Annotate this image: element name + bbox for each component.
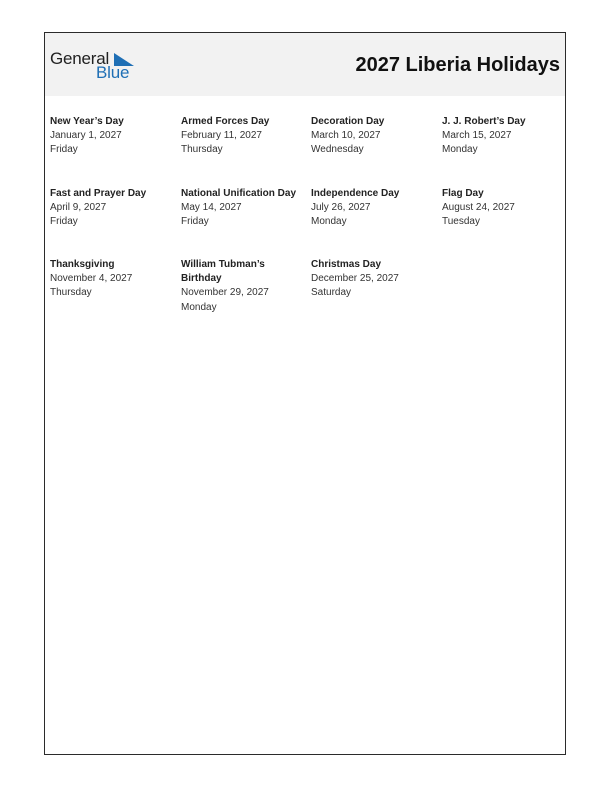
holiday-date: November 29, 2027 — [181, 287, 269, 299]
logo-word-general: General — [50, 49, 110, 68]
generalblue-logo — [50, 49, 140, 85]
holiday-item — [50, 115, 178, 158]
holiday-item — [181, 187, 309, 230]
holiday-item — [181, 258, 279, 315]
holiday-name: Decoration Day — [311, 116, 385, 127]
holiday-date: July 26, 2027 — [311, 202, 371, 214]
holiday-weekday: Monday — [311, 216, 347, 228]
holiday-item — [442, 187, 570, 230]
holiday-name: New Year’s Day — [50, 116, 124, 127]
holiday-name: Christmas Day — [311, 259, 382, 270]
holiday-date: March 10, 2027 — [311, 130, 381, 142]
holiday-date: August 24, 2027 — [442, 202, 515, 214]
holiday-name: J. J. Robert’s Day — [442, 116, 526, 127]
holiday-weekday: Monday — [181, 301, 217, 313]
holiday-weekday: Thursday — [50, 287, 92, 299]
page-frame — [44, 32, 566, 755]
holiday-weekday: Friday — [50, 216, 78, 228]
holiday-name: Fast and Prayer Day — [50, 188, 147, 199]
holiday-item — [50, 187, 178, 230]
holiday-date: March 15, 2027 — [442, 130, 512, 142]
holiday-name: William Tubman’s Birthday — [181, 259, 265, 285]
holiday-date: December 25, 2027 — [311, 273, 399, 285]
holiday-name: Thanksgiving — [50, 259, 115, 270]
holiday-date: May 14, 2027 — [181, 202, 242, 214]
holiday-date: February 11, 2027 — [181, 130, 262, 142]
holiday-name: Flag Day — [442, 188, 484, 199]
holiday-date: January 1, 2027 — [50, 130, 122, 142]
holiday-name: National Unification Day — [181, 188, 297, 199]
holiday-item — [311, 187, 439, 230]
holiday-date: April 9, 2027 — [50, 202, 107, 214]
holiday-weekday: Wednesday — [311, 144, 364, 156]
header — [45, 33, 565, 96]
holiday-weekday: Saturday — [311, 287, 352, 299]
logo-word-blue: Blue — [96, 63, 130, 82]
holiday-weekday: Tuesday — [442, 216, 480, 228]
holiday-weekday: Thursday — [181, 144, 223, 156]
holiday-weekday: Monday — [442, 144, 478, 156]
holiday-weekday: Friday — [50, 144, 78, 156]
holiday-date: November 4, 2027 — [50, 273, 133, 285]
holiday-name: Armed Forces Day — [181, 116, 270, 127]
holiday-item — [311, 115, 439, 158]
holiday-name: Independence Day — [311, 188, 400, 199]
holiday-item — [50, 258, 178, 301]
holiday-item — [181, 115, 309, 158]
page-title: 2027 Liberia Holidays — [355, 54, 560, 76]
holiday-item — [311, 258, 439, 301]
holiday-item — [442, 115, 570, 158]
holiday-weekday: Friday — [181, 216, 209, 228]
